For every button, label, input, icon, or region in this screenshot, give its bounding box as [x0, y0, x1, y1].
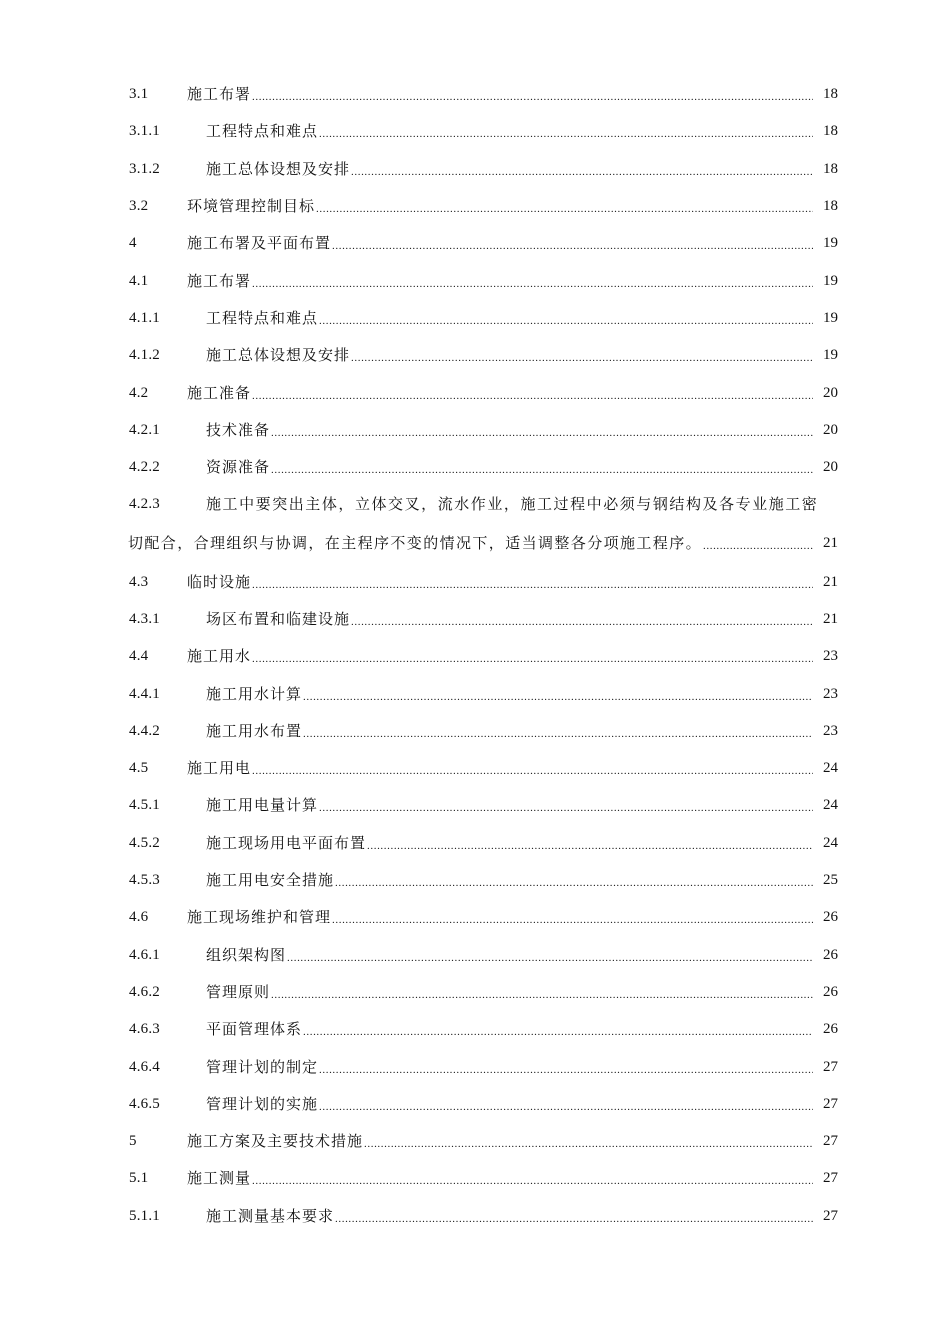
toc-entry-page-number: 26	[823, 946, 838, 963]
toc-entry-page-number: 18	[823, 198, 838, 215]
toc-entry-4-2[interactable]	[129, 374, 838, 411]
toc-entry-page-number: 26	[823, 983, 838, 1000]
toc-entry-number: 4.6.4	[129, 1058, 160, 1075]
toc-entry-title: 施工用水	[187, 647, 252, 666]
toc-entry-title: 场区布置和临建设施	[206, 610, 351, 628]
toc-entry-number: 4	[129, 235, 137, 252]
toc-entry-number: 4.6.5	[129, 1095, 160, 1112]
toc-entry-5-1-1[interactable]	[129, 1198, 838, 1235]
toc-dot-leader	[316, 200, 813, 215]
toc-entry-number: 4.3	[129, 573, 149, 590]
toc-entry-4-1-2[interactable]	[129, 337, 838, 374]
toc-entry-page-number: 19	[823, 347, 838, 364]
toc-entry-3-1-1[interactable]	[129, 113, 838, 150]
toc-entry-page-number: 26	[823, 1021, 838, 1038]
toc-dot-leader	[252, 88, 813, 103]
toc-dot-leader	[367, 837, 813, 852]
toc-entry-4-2-3[interactable]	[129, 486, 838, 563]
toc-entry-number: 4.2.2	[129, 459, 160, 476]
toc-entry-title-line-1: 施工中要突出主体，立体交叉，流水作业，施工过程中必须与钢结构及各专业施工密	[206, 495, 819, 514]
toc-dot-leader	[319, 799, 813, 814]
toc-dot-leader	[252, 576, 813, 591]
toc-entry-4-5-1[interactable]	[129, 787, 838, 824]
toc-entry-title: 施工用电量计算	[206, 796, 319, 815]
toc-dot-leader	[252, 762, 813, 777]
toc-entry-page-number: 19	[823, 235, 838, 252]
toc-entry-page-number: 23	[823, 648, 838, 665]
toc-entry-title: 管理计划的实施	[206, 1094, 319, 1113]
toc-entry-number: 4.3.1	[129, 611, 160, 627]
toc-entry-number: 5.1.1	[129, 1207, 160, 1224]
toc-dot-leader	[703, 537, 813, 552]
toc-entry-number: 4.4.1	[129, 685, 160, 702]
toc-entry-4-2-2[interactable]	[129, 449, 838, 486]
toc-dot-leader	[319, 312, 813, 327]
toc-entry-title: 施工现场用电平面布置	[206, 833, 367, 852]
toc-entry-number: 5	[129, 1133, 137, 1150]
toc-dot-leader	[351, 163, 813, 178]
toc-entry-page-number: 21	[823, 611, 838, 627]
toc-entry-page-number: 27	[823, 1095, 838, 1112]
toc-entry-page-number: 20	[823, 384, 838, 401]
toc-entry-page-number: 20	[823, 421, 838, 438]
toc-entries-before	[129, 76, 838, 486]
table-of-contents	[129, 76, 838, 1235]
toc-entry-page-number: 19	[823, 309, 838, 326]
toc-entry-page-number: 19	[823, 272, 838, 289]
toc-entry-3-1[interactable]	[129, 76, 838, 113]
toc-entry-number: 3.1.2	[129, 160, 160, 177]
toc-entry-4-3-1[interactable]	[129, 601, 838, 638]
toc-entry-4[interactable]	[129, 225, 838, 262]
toc-entry-5-1[interactable]	[129, 1160, 838, 1197]
toc-entry-3-1-2[interactable]	[129, 151, 838, 188]
toc-entry-3-2[interactable]	[129, 188, 838, 225]
toc-entry-4-4[interactable]	[129, 638, 838, 675]
toc-entry-title: 施工布署	[187, 271, 252, 290]
toc-entry-4-6-4[interactable]	[129, 1048, 838, 1085]
toc-entry-number: 3.1	[129, 86, 149, 103]
toc-dot-leader	[271, 986, 813, 1001]
toc-dot-leader	[252, 650, 813, 665]
toc-entry-title: 平面管理体系	[206, 1020, 303, 1039]
toc-entry-4-3[interactable]	[129, 564, 838, 601]
toc-entry-page-number: 27	[823, 1170, 838, 1187]
toc-dot-leader	[271, 461, 813, 476]
toc-entry-4-1[interactable]	[129, 262, 838, 299]
toc-entry-number: 4.2	[129, 384, 149, 401]
toc-entry-4-5-2[interactable]	[129, 825, 838, 862]
toc-entry-title: 施工用水计算	[206, 684, 303, 703]
toc-entry-4-6-1[interactable]	[129, 937, 838, 974]
toc-dot-leader	[319, 1098, 813, 1113]
toc-entry-title: 施工用电	[187, 759, 252, 778]
toc-dot-leader	[335, 1210, 813, 1225]
toc-dot-leader	[351, 349, 813, 364]
toc-entry-4-5[interactable]	[129, 750, 838, 787]
toc-entry-title: 工程特点和难点	[206, 122, 319, 141]
toc-entry-4-6[interactable]	[129, 899, 838, 936]
toc-entry-page-number: 21	[823, 535, 838, 552]
toc-entry-page-number: 23	[823, 722, 838, 739]
toc-entry-title: 施工布署及平面布置	[187, 234, 332, 253]
toc-entry-page-number: 26	[823, 909, 838, 926]
toc-entry-title: 临时设施	[187, 572, 252, 591]
toc-dot-leader	[252, 275, 813, 290]
toc-entry-number: 3.1.1	[129, 123, 160, 140]
toc-entry-4-5-3[interactable]	[129, 862, 838, 899]
toc-entry-title: 施工准备	[187, 383, 252, 402]
toc-entry-title: 技术准备	[206, 420, 271, 439]
toc-dot-leader	[252, 1172, 813, 1187]
toc-entry-number: 4.2.1	[129, 421, 160, 438]
toc-entry-title: 管理原则	[206, 982, 271, 1001]
toc-entry-number: 4.4.2	[129, 722, 160, 739]
toc-entry-number: 3.2	[129, 198, 149, 215]
toc-entry-page-number: 20	[823, 459, 838, 476]
toc-entry-number: 4.6	[129, 909, 149, 926]
toc-dot-leader	[332, 911, 813, 926]
toc-entry-title-line-2: 切配合，合理组织与协调，在主程序不变的情况下，适当调整各分项施工程序。	[128, 534, 703, 553]
toc-entry-title: 资源准备	[206, 458, 271, 477]
toc-entry-number: 4.5	[129, 760, 149, 777]
toc-entry-4-2-1[interactable]	[129, 412, 838, 449]
toc-entry-number: 4.1	[129, 272, 149, 289]
toc-entry-title: 施工测量	[187, 1169, 252, 1188]
toc-entry-number: 4.5.3	[129, 872, 160, 889]
toc-dot-leader	[287, 949, 813, 964]
toc-dot-leader	[252, 387, 813, 402]
toc-entry-number: 4.6.3	[129, 1021, 160, 1038]
toc-entry-page-number: 27	[823, 1207, 838, 1224]
toc-entry-number: 4.2.3	[129, 496, 160, 513]
toc-dot-leader	[271, 424, 813, 439]
toc-entry-title: 施工布署	[187, 85, 252, 104]
toc-entry-title: 施工总体设想及安排	[206, 159, 351, 178]
toc-entry-page-number: 25	[823, 872, 838, 889]
toc-dot-leader	[335, 874, 813, 889]
toc-dot-leader	[319, 125, 813, 140]
toc-entry-page-number: 23	[823, 685, 838, 702]
toc-entry-number: 4.6.1	[129, 946, 160, 963]
toc-entry-title: 施工方案及主要技术措施	[187, 1132, 364, 1151]
toc-entry-page-number: 21	[823, 573, 838, 590]
toc-entry-4-4-1[interactable]	[129, 675, 838, 712]
toc-entry-title: 组织架构图	[206, 945, 287, 964]
toc-entry-page-number: 24	[823, 760, 838, 777]
toc-entries-after	[129, 564, 838, 1235]
toc-entry-page-number: 24	[823, 797, 838, 814]
toc-entry-number: 4.5.1	[129, 797, 160, 814]
toc-dot-leader	[351, 613, 813, 628]
toc-entry-title: 环境管理控制目标	[187, 197, 316, 216]
toc-entry-line-2	[128, 524, 838, 564]
toc-entry-title: 施工现场维护和管理	[187, 908, 332, 927]
toc-entry-page-number: 18	[823, 123, 838, 140]
toc-entry-number: 4.1.2	[129, 347, 160, 364]
toc-entry-page-number: 18	[823, 86, 838, 103]
toc-dot-leader	[303, 725, 813, 740]
toc-dot-leader	[332, 237, 813, 252]
toc-dot-leader	[303, 688, 813, 703]
toc-entry-title: 施工用电安全措施	[206, 871, 335, 890]
toc-entry-title: 工程特点和难点	[206, 308, 319, 327]
toc-entry-page-number: 27	[823, 1058, 838, 1075]
toc-entry-4-6-5[interactable]	[129, 1086, 838, 1123]
toc-entry-title: 施工测量基本要求	[206, 1206, 335, 1225]
toc-entry-page-number: 18	[823, 160, 838, 177]
toc-entry-title: 施工总体设想及安排	[206, 346, 351, 365]
toc-dot-leader	[303, 1023, 813, 1038]
toc-entry-5[interactable]	[129, 1123, 838, 1160]
toc-entry-number: 4.1.1	[129, 309, 160, 326]
toc-entry-4-4-2[interactable]	[129, 713, 838, 750]
toc-entry-title: 管理计划的制定	[206, 1057, 319, 1076]
toc-dot-leader	[364, 1135, 813, 1150]
toc-entry-line-1	[129, 486, 838, 523]
toc-entry-number: 4.5.2	[129, 834, 160, 851]
toc-dot-leader	[319, 1061, 813, 1076]
toc-entry-page-number: 27	[823, 1133, 838, 1150]
toc-entry-title: 施工用水布置	[206, 721, 303, 740]
toc-entry-number: 5.1	[129, 1170, 149, 1187]
toc-entry-4-6-3[interactable]	[129, 1011, 838, 1048]
toc-entry-page-number: 24	[823, 834, 838, 851]
toc-entry-4-6-2[interactable]	[129, 974, 838, 1011]
toc-entry-number: 4.4	[129, 648, 149, 665]
toc-entry-number: 4.6.2	[129, 983, 160, 1000]
toc-entry-4-1-1[interactable]	[129, 300, 838, 337]
